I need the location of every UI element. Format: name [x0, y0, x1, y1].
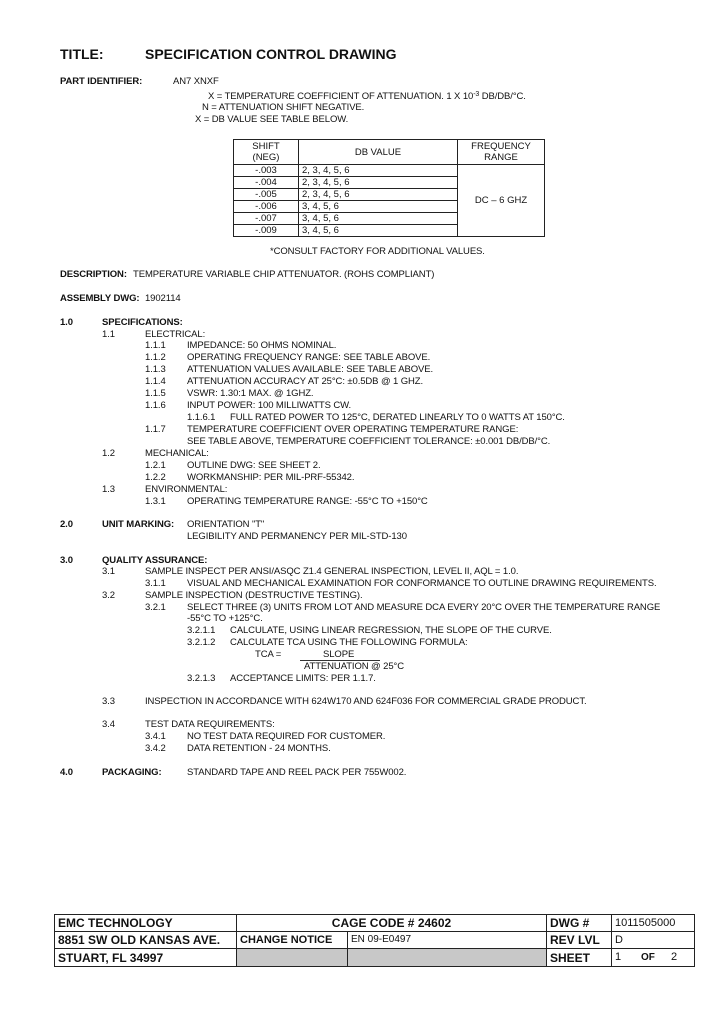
item-text: SAMPLE INSPECTION (DESTRUCTIVE TESTING). [145, 590, 363, 601]
item-number: 3.1 [102, 566, 115, 577]
item-number: 3.4.1 [145, 731, 166, 742]
table-row: -.004 2, 3, 4, 5, 6 [234, 177, 545, 189]
part-identifier-label: PART IDENTIFIER: [60, 76, 143, 87]
item-text: ATTENUATION ACCURACY AT 25°C: ±0.5DB @ 1 GHZ. [187, 376, 424, 387]
item-text: SELECT THREE (3) UNITS FROM LOT AND MEASURE DCA EVERY 20°C OVER THE TEMPERATURE RANGE [187, 602, 661, 613]
sheet-label: SHEET [547, 949, 612, 967]
table-footnote: *CONSULT FACTORY FOR ADDITIONAL VALUES. [270, 246, 485, 257]
item-text: STANDARD TAPE AND REEL PACK PER 755W002. [187, 767, 407, 778]
col-shift-header: SHIFT (NEG) [234, 140, 299, 165]
item-number: 1.1.7 [145, 424, 166, 435]
part-identifier-value: AN7 XNXF [173, 76, 219, 87]
item-number: 3.4 [102, 719, 115, 730]
table-row: -.003 2, 3, 4, 5, 6 DC – 6 GHZ [234, 165, 545, 177]
section-2-number: 2.0 [60, 519, 73, 530]
item-text: DATA RETENTION - 24 MONTHS. [187, 743, 331, 754]
item-text: LEGIBILITY AND PERMANENCY PER MIL-STD-130 [187, 531, 407, 542]
item-text: CALCULATE TCA USING THE FOLLOWING FORMULA: [230, 637, 468, 648]
change-notice-value: EN 09-E0497 [348, 932, 547, 949]
item-number: 1.1.4 [145, 376, 166, 387]
item-number: 1.2 [102, 448, 115, 459]
page-title: SPECIFICATION CONTROL DRAWING [145, 46, 397, 62]
item-text: ATTENUATION VALUES AVAILABLE: SEE TABLE ABOVE. [187, 364, 434, 375]
item-number: 1.3 [102, 484, 115, 495]
company-name: EMC TECHNOLOGY [55, 915, 237, 932]
address-line-2: STUART, FL 34997 [55, 949, 237, 967]
item-text: MECHANICAL: [145, 448, 209, 459]
item-text: IMPEDANCE: 50 OHMS NOMINAL. [187, 340, 337, 351]
section-2-title: UNIT MARKING: [102, 519, 175, 530]
item-number: 1.2.2 [145, 472, 166, 483]
item-text: ACCEPTANCE LIMITS: PER 1.1.7. [230, 673, 376, 684]
item-text: CALCULATE, USING LINEAR REGRESSION, THE SLOPE OF THE CURVE. [230, 625, 552, 636]
item-text: VSWR: 1.30:1 MAX. @ 1GHZ. [187, 388, 314, 399]
formula-denominator: ATTENUATION @ 25°C [304, 661, 404, 672]
table-row: -.007 3, 4, 5, 6 [234, 213, 545, 225]
table-row: -.009 3, 4, 5, 6 [234, 225, 545, 237]
note-attenuation-shift: N = ATTENUATION SHIFT NEGATIVE. [202, 102, 365, 113]
item-number: 1.1.6.1 [187, 412, 216, 423]
item-text: ENVIRONMENTAL: [145, 484, 228, 495]
item-number: 3.3 [102, 696, 115, 707]
item-text: INPUT POWER: 100 MILLIWATTS CW. [187, 400, 352, 411]
description-value: TEMPERATURE VARIABLE CHIP ATTENUATOR. (ROHS COMPLIANT) [133, 269, 435, 280]
item-text: ELECTRICAL: [145, 329, 206, 340]
item-text: NO TEST DATA REQUIRED FOR CUSTOMER. [187, 731, 386, 742]
col-db-header: DB VALUE [299, 140, 458, 165]
section-4-title: PACKAGING: [102, 767, 162, 778]
section-3-title: QUALITY ASSURANCE: [102, 555, 208, 566]
description-label: DESCRIPTION: [60, 269, 127, 280]
item-text: VISUAL AND MECHANICAL EXAMINATION FOR CONFORMANCE TO OUTLINE DRAWING REQUIREMENTS. [187, 578, 657, 589]
section-1-number: 1.0 [60, 317, 73, 328]
item-text: SEE TABLE ABOVE, TEMPERATURE COEFFICIENT TOLERANCE: ±0.001 DB/DB/°C. [187, 436, 551, 447]
item-text: -55°C TO +125°C. [187, 613, 263, 624]
assembly-dwg-label: ASSEMBLY DWG: [60, 293, 140, 304]
frequency-range-cell: DC – 6 GHZ [458, 165, 545, 237]
item-number: 1.1 [102, 329, 115, 340]
section-3-number: 3.0 [60, 555, 73, 566]
item-number: 3.2.1.2 [187, 637, 216, 648]
rev-value: D [612, 932, 695, 949]
item-text: OPERATING TEMPERATURE RANGE: -55°C TO +150°C [187, 496, 428, 507]
address-line-1: 8851 SW OLD KANSAS AVE. [55, 932, 237, 949]
table-row: -.005 2, 3, 4, 5, 6 [234, 189, 545, 201]
note-db-value: X = DB VALUE SEE TABLE BELOW. [195, 114, 349, 125]
item-number: 3.2 [102, 590, 115, 601]
item-text: OUTLINE DWG: SEE SHEET 2. [187, 460, 321, 471]
rev-label: REV LVL [547, 932, 612, 949]
formula-tca-label: TCA = [255, 649, 282, 660]
db-value-table [233, 139, 545, 237]
item-number: 3.2.1.3 [187, 673, 216, 684]
item-number: 3.2.1 [145, 602, 166, 613]
note-temp-coefficient: X = TEMPERATURE COEFFICIENT OF ATTENUATION. 1 X $10^{-3}$ DB/DB/°C. [208, 91, 526, 102]
item-number: 3.1.1 [145, 578, 166, 589]
item-number: 1.1.3 [145, 364, 166, 375]
item-number: 3.2.1.1 [187, 625, 216, 636]
item-number: 1.3.1 [145, 496, 166, 507]
item-number: 1.1.2 [145, 352, 166, 363]
dwg-label: DWG # [547, 915, 612, 932]
item-text: TEMPERATURE COEFFICIENT OVER OPERATING TEMPERATURE RANGE: [187, 424, 519, 435]
table-row: -.006 3, 4, 5, 6 [234, 201, 545, 213]
item-number: 1.2.1 [145, 460, 166, 471]
section-1-title: SPECIFICATIONS: [102, 317, 183, 328]
item-number: 1.1.5 [145, 388, 166, 399]
title-label: TITLE: [60, 46, 104, 62]
dwg-number: 1011505000 [612, 915, 695, 932]
item-number: 3.4.2 [145, 743, 166, 754]
item-text: FULL RATED POWER TO 125°C, DERATED LINEARLY TO 0 WATTS AT 150°C. [230, 412, 565, 423]
item-text: WORKMANSHIP: PER MIL-PRF-55342. [187, 472, 355, 483]
item-text: OPERATING FREQUENCY RANGE: SEE TABLE ABOVE. [187, 352, 431, 363]
section-4-number: 4.0 [60, 767, 73, 778]
col-frequency-header: FREQUENCY RANGE [458, 140, 545, 165]
formula-numerator: SLOPE [323, 649, 355, 660]
item-number: 1.1.1 [145, 340, 166, 351]
sheet-value: 1 OF 2 [612, 949, 695, 967]
item-number: 1.1.6 [145, 400, 166, 411]
item-text: TEST DATA REQUIREMENTS: [145, 719, 275, 730]
change-notice-label: CHANGE NOTICE [237, 932, 348, 949]
assembly-dwg-value: 1902114 [145, 293, 181, 304]
item-text: ORIENTATION "T" [187, 519, 265, 530]
item-text: SAMPLE INSPECT PER ANSI/ASQC Z1.4 GENERAL INSPECTION, LEVEL II, AQL = 1.0. [145, 566, 519, 577]
cage-code: CAGE CODE # 24602 [237, 915, 547, 932]
title-block [54, 914, 695, 967]
item-text: INSPECTION IN ACCORDANCE WITH 624W170 AND 624F036 FOR COMMERCIAL GRADE PRODUCT. [145, 696, 587, 707]
